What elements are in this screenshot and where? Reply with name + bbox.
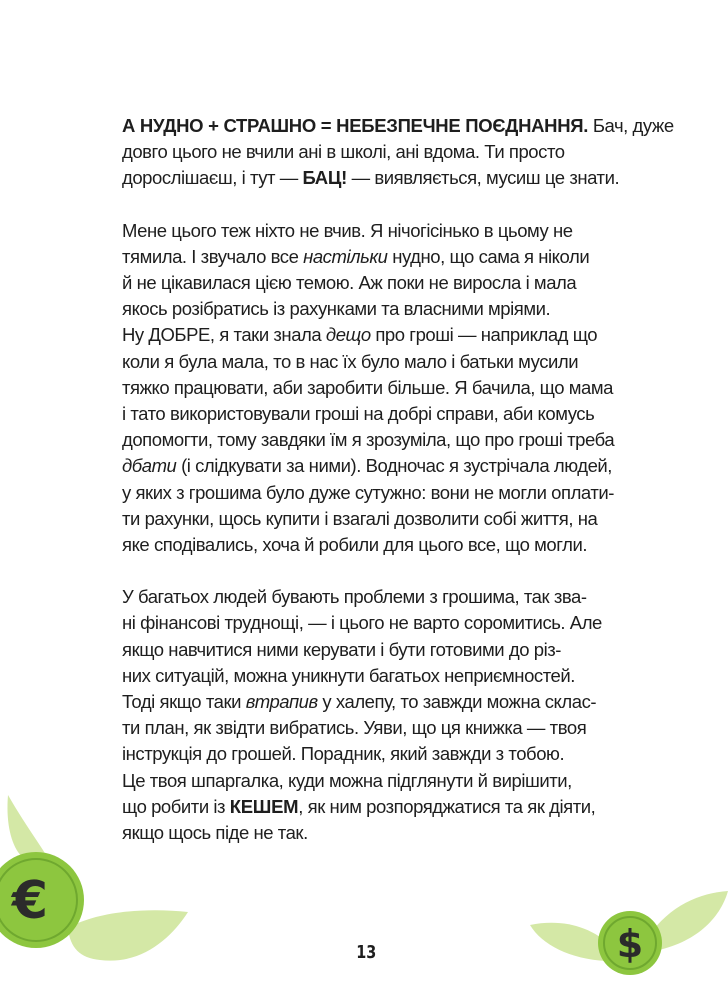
text-run: допомогти, тому завдяки їм я зрозуміла, що про гроші треба [122, 429, 615, 451]
text-line [122, 453, 622, 479]
emphasis-text: дещо [325, 324, 371, 346]
text-line [122, 375, 622, 401]
text-run: Мене цього теж ніхто не вчив. Я нічогісінько в цьому не [122, 219, 573, 241]
text-line [122, 610, 622, 636]
text-line [122, 322, 622, 348]
text-run: довго цього не вчили ані в школі, ані вдома. Ти просто [122, 141, 565, 163]
paragraph [122, 584, 622, 846]
text-line [122, 244, 622, 270]
text-run: про гроші — наприклад що [370, 324, 598, 346]
text-run: Це твоя шпаргалка, куди можна підглянути й вирішити, [122, 769, 572, 791]
text-run: у яких з грошима було дуже сутужно: вони не могли оплати- [122, 481, 614, 503]
wing-lower [68, 910, 188, 960]
emphasis-text: втрапив [245, 691, 318, 713]
text-line [122, 768, 622, 794]
body-text [122, 113, 674, 846]
text-run: нудно, що сама я ніколи [387, 245, 590, 267]
text-line [122, 820, 622, 846]
text-run: ти план, як звідти вибратись. Уяви, що ця книжка — твоя [122, 717, 587, 739]
text-line [122, 689, 622, 715]
text-run: яке сподівались, хоча й робили для цього все, що могли. [122, 534, 588, 556]
page-number: 13 [356, 942, 377, 963]
display-caps-text: БАЦ! [302, 167, 347, 189]
text-line [122, 270, 622, 296]
text-line [122, 401, 622, 427]
text-line [122, 663, 622, 689]
text-line [122, 794, 622, 820]
emphasis-text: настільки [303, 245, 388, 267]
display-caps-text: КЕШЕМ [229, 795, 299, 817]
text-run: У багатьох людей бувають проблеми з грошима, так зва- [122, 586, 587, 608]
text-run: інструкція до грошей. Порадник, який завжди з тобою. [122, 743, 565, 765]
text-run: тямила. І звучало все [122, 245, 304, 267]
text-run: ти рахунки, щось купити і взагалі дозволити собі життя, на [122, 507, 598, 529]
paragraph [122, 218, 622, 559]
text-line [122, 113, 674, 139]
text-run: що робити із [122, 795, 230, 817]
text-line [122, 637, 622, 663]
text-run: якщо щось піде не так. [122, 822, 308, 844]
text-run: якщо навчитися ними керувати і бути готовими до різ- [122, 638, 561, 660]
text-run: , як ним розпоряджатися та як діяти, [298, 795, 596, 817]
display-caps-text: А НУДНО + СТРАШНО = НЕБЕЗПЕЧНЕ ПОЄДНАННЯ. [122, 115, 589, 136]
text-line [122, 532, 622, 558]
coin-symbol: € [11, 871, 49, 931]
text-run: дорослішаєш, і тут — [122, 167, 303, 189]
text-line [122, 218, 622, 244]
text-line [122, 741, 622, 767]
text-run: й не цікавилася цією темою. Аж поки не виросла і мала [122, 272, 577, 294]
paragraph [122, 113, 674, 192]
text-run: Тоді якщо таки [122, 691, 246, 713]
text-line [122, 480, 622, 506]
text-run: у халепу, то завжди можна склас- [317, 691, 597, 713]
text-run: Ну ДОБРЕ, я таки знала [122, 324, 326, 346]
emphasis-text: дбати [122, 455, 177, 477]
text-line [122, 506, 622, 532]
text-line [122, 427, 622, 453]
text-line [122, 296, 622, 322]
text-line [122, 584, 622, 610]
text-run: якось розібратись із рахунками та власними мріями. [122, 298, 551, 320]
text-line [122, 715, 622, 741]
text-run: них ситуацій, можна уникнути багатьох неприємностей. [122, 664, 575, 686]
text-line [122, 139, 622, 165]
text-run: (і слідкувати за ними). Водночас я зустрічала людей, [176, 455, 612, 477]
text-run: і тато використовували гроші на добрі справи, аби комусь [122, 403, 595, 425]
text-run: коли я була мала, то в нас їх було мало і батьки мусили [122, 350, 579, 372]
text-line [122, 349, 622, 375]
text-run: тяжко працювати, аби заробити більше. Я бачила, що мама [122, 376, 613, 398]
coin-symbol: $ [616, 922, 644, 966]
winged-euro-coin-icon [0, 790, 190, 1000]
text-run: ні фінансові труднощі, — і цього не варто соромитись. Але [122, 612, 602, 634]
text-run: — виявляється, мусиш це знати. [346, 167, 620, 189]
text-line [122, 165, 622, 191]
text-run: Бач, дуже [588, 115, 674, 136]
winged-dollar-coin-icon [530, 885, 728, 1000]
